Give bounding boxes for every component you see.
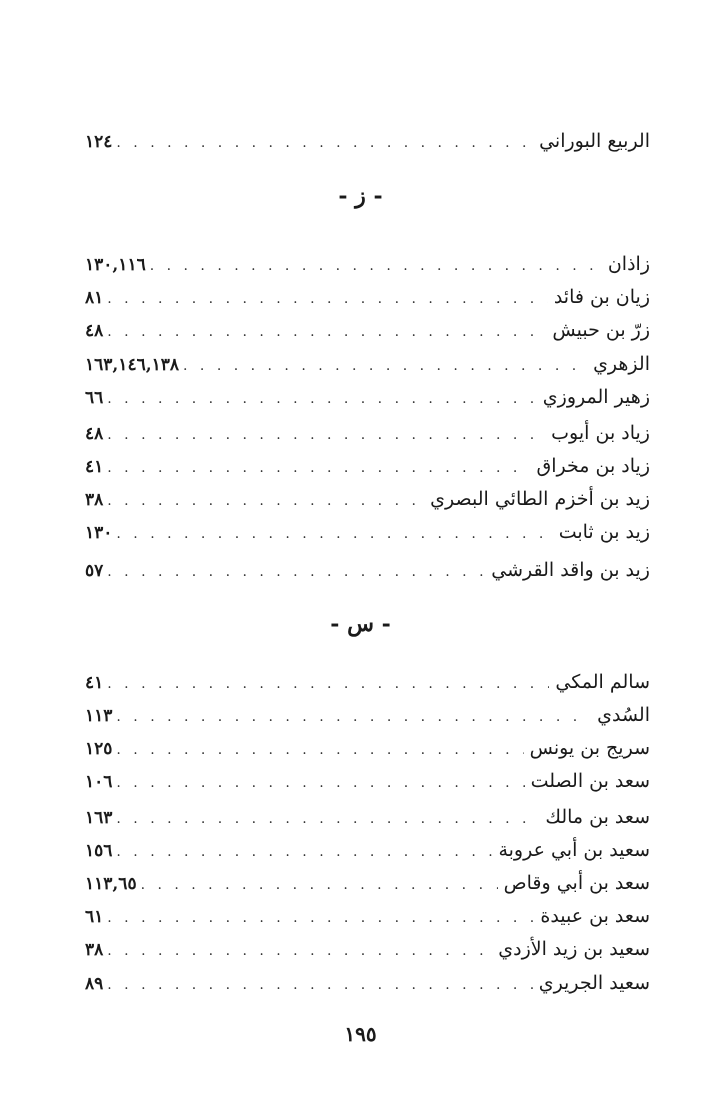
index-entry [85,704,650,732]
leader-dots [150,258,602,274]
index-entry [85,353,650,381]
leader-dots [107,324,546,340]
leader-dots [116,775,524,791]
entry-name: زيان بن فائد [553,286,650,308]
entry-pages: ١٦٣,١٤٦,١٣٨ [85,355,180,375]
index-entry [85,839,650,867]
entry-name: زياد بن أيوب [551,422,650,444]
leader-dots [116,811,539,827]
index-entry [85,938,650,966]
section-heading-zay: - ز - [338,183,383,209]
entry-name: زياد بن مخراق [536,455,650,477]
leader-dots [141,877,498,893]
index-entry [85,253,650,281]
entry-name: الربيع البوراني [539,130,650,152]
leader-dots [107,564,485,580]
entry-name: سعد بن مالك [545,806,650,828]
entry-pages: ٥٧ [85,561,104,581]
leader-dots [107,977,532,993]
index-entry [85,422,650,450]
entry-name: زاذان [607,253,650,275]
page-number: ١٩٥ [344,1022,377,1046]
entry-name: السُدي [597,704,650,726]
leader-dots [116,526,552,542]
index-entry [85,455,650,483]
index-entry [85,559,650,587]
leader-dots [107,676,549,692]
entry-pages: ٨١ [85,288,104,308]
index-entry [85,521,650,549]
leader-dots [107,427,545,443]
entry-pages: ٦٦ [85,388,104,408]
entry-name: سريج بن يونس [529,737,650,759]
entry-name: سعيد الجريري [538,972,650,994]
index-entry [85,872,650,900]
entry-pages: ٣٨ [85,940,104,960]
entry-pages: ١٣٠,١١٦ [85,255,146,275]
index-entry [85,770,650,798]
index-entry [85,972,650,1000]
entry-pages: ١٢٥ [85,739,113,759]
leader-dots [107,291,548,307]
leader-dots [183,358,587,374]
index-entry [85,386,650,414]
entry-pages: ٦١ [85,907,104,927]
index-entry [85,671,650,699]
index-entry [85,737,650,765]
entry-pages: ٤١ [85,673,104,693]
leader-dots [116,742,523,758]
entry-pages: ١٢٤ [85,132,113,152]
entry-pages: ١٦٣ [85,808,113,828]
leader-dots [107,943,492,959]
index-entry [85,806,650,834]
index-entry [85,905,650,933]
entry-name: زيد بن أخزم الطائي البصري [430,488,650,510]
entry-pages: ١٣٠ [85,523,113,543]
entry-name: سعد بن أبي وقاص [503,872,650,894]
index-entry [85,130,650,158]
index-entry [85,286,650,314]
entry-name: سعد بن عبيدة [540,905,650,927]
entry-name: الزهري [593,353,650,375]
entry-name: سعيد بن زيد الأزدي [498,938,650,960]
leader-dots [107,460,530,476]
leader-dots [107,493,424,509]
entry-pages: ١١٣,٦٥ [85,874,137,894]
leader-dots [116,844,492,860]
entry-pages: ٣٨ [85,490,104,510]
entry-name: سعد بن الصلت [530,770,650,792]
entry-pages: ٤٨ [85,321,104,341]
entry-name: زرّ بن حبيش [552,319,650,341]
leader-dots [107,391,537,407]
leader-dots [116,135,533,151]
entry-pages: ٤١ [85,457,104,477]
leader-dots [116,709,591,725]
entry-pages: ٤٨ [85,424,104,444]
entry-name: زهير المروزي [542,386,650,408]
entry-pages: ١٥٦ [85,841,113,861]
section-heading-seen: - س - [330,611,391,637]
entry-pages: ١٠٦ [85,772,113,792]
index-entry [85,488,650,516]
entry-name: سعيد بن أبي عروبة [498,839,650,861]
index-entry [85,319,650,347]
entry-name: زيد بن واقد القرشي [491,559,650,581]
entry-pages: ١١٣ [85,706,113,726]
leader-dots [107,910,534,926]
entry-pages: ٨٩ [85,974,104,994]
entry-name: سالم المكي [555,671,650,693]
entry-name: زيد بن ثابت [558,521,650,543]
